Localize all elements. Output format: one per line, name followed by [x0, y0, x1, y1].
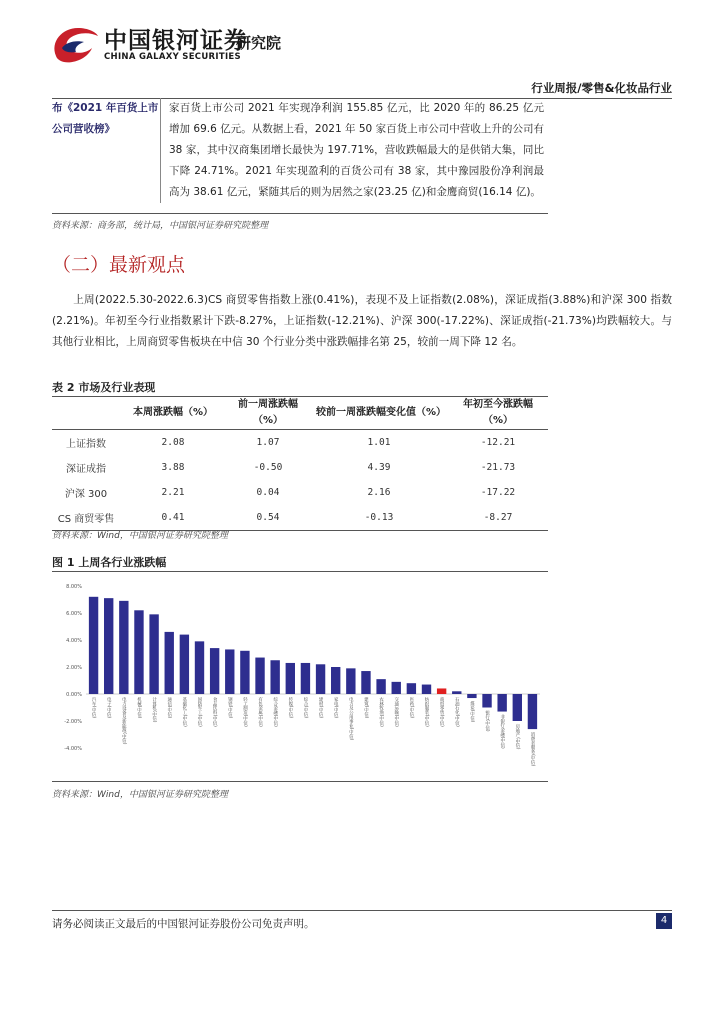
source-note: 资料来源：商务部，统计局，中国银河证券研究院整理 — [52, 221, 269, 231]
cell-week: 0.41 — [120, 505, 226, 531]
category-label: 综合金融(中信) — [272, 697, 278, 727]
cell-change: 2.16 — [367, 487, 391, 498]
category-label: 建材(中信) — [318, 697, 324, 719]
bar — [467, 694, 476, 698]
category-label: 电力设备及新能源(中信) — [121, 697, 127, 745]
figure-title: 图 1 上周各行业涨跌幅 — [52, 556, 167, 569]
category-label: 石油石化(中信) — [454, 697, 460, 727]
table-row — [52, 430, 548, 456]
bar — [392, 682, 401, 694]
cell-prev: 0.54 — [226, 505, 310, 531]
category-label: 交通运输(中信) — [393, 697, 399, 727]
market-performance-table — [52, 396, 548, 531]
bar — [119, 601, 128, 694]
bar — [195, 641, 204, 694]
category-label: 传媒(中信) — [287, 697, 293, 719]
news-label: 布《2021 年百货上市公司营收榜》 — [52, 102, 159, 135]
category-label: 医药(中信) — [408, 697, 414, 719]
bar — [165, 632, 174, 694]
report-category: 行业周报/零售&化妆品行业 — [531, 81, 672, 95]
category-label: 电子(中信) — [106, 697, 112, 719]
header-cell: 年初至今涨跌幅（%） — [448, 397, 548, 430]
header-cell — [52, 397, 120, 430]
bar — [331, 667, 340, 694]
bar — [149, 614, 158, 694]
table-row — [52, 455, 548, 480]
row-label: 沪深 300 — [64, 489, 108, 500]
row-label: 上证指数 — [66, 439, 106, 450]
bar — [240, 651, 249, 694]
category-label: 农林牧渔(中信) — [378, 697, 384, 727]
cell-change: -0.13 — [310, 505, 448, 531]
bar — [482, 694, 491, 708]
cell-prev: 1.07 — [256, 437, 280, 448]
category-label: 机械(中信) — [136, 697, 142, 719]
body-paragraph: 上周(2022.5.30-2022.6.3)CS 商贸零售指数上涨(0.41%)，表现不及上证指数(2.08%)，深证成指(3.88%)和沪深 300 指数(2.21%)。年初至今行业指数累计下跌-8.27%，上证指数(-12.21%)、沪深 300(-17.22%)、深证成指(-21.73%)均跌幅较大。与其他行业相比，上周商贸零售板块在中信 30 个行业分类中涨跌幅排名第 25，较前一周下降 12 名。 — [52, 294, 672, 348]
bar — [210, 648, 219, 694]
header-cell: 本周涨跌幅（%） — [120, 397, 226, 430]
bar — [497, 694, 506, 712]
category-label: 汽车(中信) — [91, 697, 97, 719]
cell-change: 4.39 — [367, 462, 391, 473]
bar — [376, 679, 385, 694]
bar — [437, 688, 446, 694]
figure-bottom-rule — [52, 781, 548, 782]
page-number: 4 — [656, 913, 672, 929]
header-cell: 前一周涨跌幅（%） — [226, 397, 310, 430]
category-label: 食品饮料(中信) — [212, 697, 218, 727]
industry-change-bar-chart — [52, 574, 548, 778]
y-tick-label: 0.00% — [66, 692, 82, 698]
cell-week: 3.88 — [161, 462, 185, 473]
category-label: 银行(中信) — [484, 710, 490, 732]
category-label: 计算机(中信) — [151, 697, 157, 723]
disclaimer-note: 请务必阅读正文最后的中国银河证券股份公司免责声明。 — [52, 918, 315, 930]
header-cell: 较前一周涨跌幅变化值（%） — [310, 397, 448, 430]
category-label: 电力及公用事业(中信) — [348, 697, 354, 741]
y-tick-label: 8.00% — [66, 584, 82, 590]
bar — [255, 658, 264, 694]
bar — [346, 668, 355, 694]
cell-ytd: -17.22 — [480, 487, 516, 498]
category-label: 房地产(中信) — [514, 724, 520, 750]
y-tick-label: 4.00% — [66, 638, 82, 644]
category-label: 综合(中信) — [302, 697, 308, 719]
category-label: 基础化工(中信) — [181, 697, 187, 727]
category-label: 非银行金融(中信) — [499, 714, 505, 749]
y-tick-label: -2.00% — [64, 719, 82, 725]
footer-divider — [52, 910, 672, 911]
category-label: 家电(中信) — [333, 697, 339, 719]
table-row — [52, 505, 548, 531]
category-label: 国防军工(中信) — [197, 697, 202, 727]
bar — [89, 597, 98, 694]
cell-change: 1.01 — [367, 437, 391, 448]
category-label: 钢铁(中信) — [227, 697, 233, 719]
brand-name: 中国银河证券 — [104, 28, 248, 54]
cell-prev: 0.04 — [256, 487, 280, 498]
bar — [316, 664, 325, 694]
bar — [361, 671, 370, 694]
y-tick-label: 2.00% — [66, 665, 82, 671]
bar — [452, 691, 461, 694]
continued-news-table — [52, 98, 548, 203]
category-label: 有色金属(中信) — [257, 697, 263, 727]
galaxy-logo-icon — [48, 22, 100, 66]
category-label: 轻工制造(中信) — [242, 697, 248, 727]
bar — [180, 635, 189, 694]
bar — [286, 663, 295, 694]
bar — [513, 694, 522, 721]
y-tick-label: 6.00% — [66, 611, 82, 617]
bar — [422, 685, 431, 694]
category-label: 纺织服装(中信) — [424, 697, 429, 727]
table-source-note: 资料来源：Wind，中国银河证券研究院整理 — [52, 531, 228, 541]
table-header-row — [52, 397, 548, 430]
bar — [301, 663, 310, 694]
brand-subtitle: 研究院 — [236, 34, 282, 52]
row-label: CS 商贸零售 — [52, 505, 120, 531]
bar — [407, 683, 416, 694]
category-label: 消费者服务(中信) — [529, 732, 535, 767]
table-row — [52, 98, 548, 203]
cell-week: 2.21 — [161, 487, 185, 498]
row-label: 深证成指 — [66, 464, 106, 475]
bar — [270, 660, 279, 694]
figure-source-note: 资料来源：Wind，中国银河证券研究院整理 — [52, 790, 228, 800]
brand-english: CHINA GALAXY SECURITIES — [104, 52, 241, 62]
table-title: 表 2 市场及行业表现 — [52, 381, 156, 394]
table-row — [52, 480, 548, 505]
table-bottom-rule — [52, 213, 548, 214]
news-text: 家百货上市公司 2021 年实现净利润 155.85 亿元，比 2020 年的 86.25 亿元增加 69.6 亿元。从数据上看，2021 年 50 家百货上市公司中营收上升的公司有 38 家，其中汉商集团增长最快为 197.71%，营收跌幅最大的是供销大集，同比下降 24.71%。2021 年实现盈利的百货公司有 38 家，其中豫园股份净利润最高为 38.61 亿元，紧随其后的则为居然之家(23.25 亿)和金鹰商贸(16.14 亿)。 — [161, 98, 549, 203]
figure-top-rule — [52, 571, 548, 572]
cell-ytd: -21.73 — [480, 462, 516, 473]
category-label: 通信(中信) — [166, 697, 172, 719]
y-tick-label: -4.00% — [64, 746, 82, 752]
cell-week: 2.08 — [161, 437, 185, 448]
section-title: （二）最新观点 — [52, 254, 186, 276]
bar — [104, 598, 113, 694]
category-label: 建筑(中信) — [363, 697, 369, 719]
cell-prev: -0.50 — [253, 462, 283, 473]
bar — [225, 649, 234, 694]
category-label: 煤炭(中信) — [469, 701, 475, 723]
cell-ytd: -8.27 — [448, 505, 548, 531]
bar — [134, 610, 143, 694]
cell-ytd: -12.21 — [480, 437, 516, 448]
category-label: 商贸零售(中信) — [439, 697, 445, 727]
bar — [528, 694, 537, 729]
